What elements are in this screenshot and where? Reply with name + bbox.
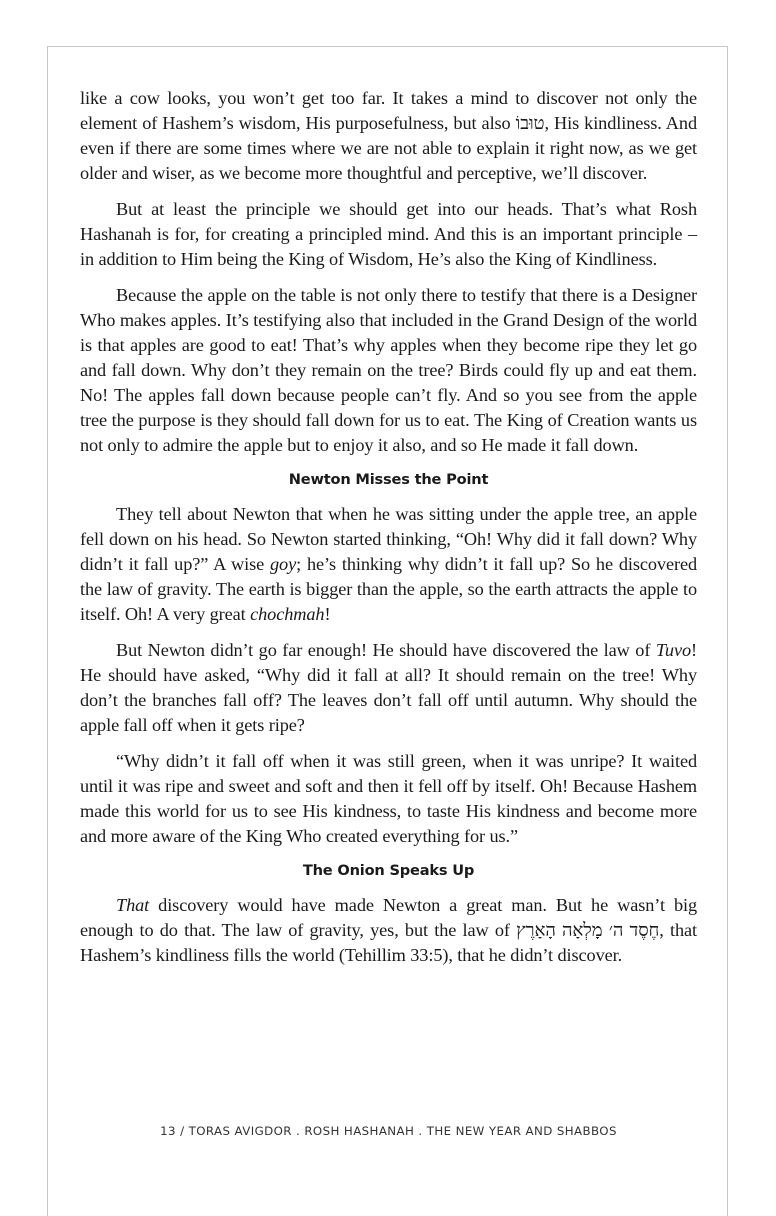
- paragraph-3: Because the apple on the table is not only there to testify that there is a Designer Who makes apples. It’s testifying also that included in the Grand Design of the world is that apples are good to eat! That’s why apples when they become ripe they let go and fall down. Why don’t they remain on the tree? Birds could fly up and eat them. No! The apples fall down because people can’t fly. And so you see from the apple tree the purpose is they should fall down for us to eat. The King of Creation wants us not only to admire the apple but to enjoy it also, and so He made it fall down.: [80, 284, 697, 456]
- paragraph-2: But at least the principle we should get into our heads. That’s what Rosh Hashanah is for, for creating a principled mind. And this is an important principle – in addition to Him being the King of Wisdom, He’s also the King of Kindliness.: [80, 198, 697, 270]
- paragraph-6: “Why didn’t it fall off when it was still green, when it was unripe? It waited until it was ripe and sweet and soft and then it fell off by itself. Oh! Because Hashem made this world for us to see His kindness, to taste His kindness and become more and more aware of the King Who created everything for us.”: [80, 750, 697, 846]
- italic-chochmah: chochmah: [250, 604, 325, 625]
- italic-goy: goy: [270, 554, 297, 574]
- paragraph-5: But Newton didn’t go far enough! He should have discovered the law of Tuvo! He should have asked, “Why did it fall at all? It should remain on the tree! Why don’t the branches fall off? The leaves don’t fall off until autumn. Why should the apple fall off when it gets ripe?: [80, 639, 697, 736]
- paragraph-1: like a cow looks, you won’t get too far. It takes a mind to discover not only the element of Hashem’s wisdom, His purposefulness, but also טוּבוֹ, His kindliness. And even if there are some times where we are not able to explain it right now, as we get older and wiser, as we become more thoughtful and perceptive, we’ll discover.: [80, 88, 697, 184]
- italic-tuvo: Tuvo: [655, 639, 691, 660]
- section-heading-newton: Newton Misses the Point: [288, 471, 489, 489]
- italic-that: That: [116, 894, 150, 915]
- hebrew-verse: חֶסֶד ה׳ מָלְאָה הָאָרֶץ: [516, 919, 660, 940]
- section-heading-onion: The Onion Speaks Up: [302, 862, 475, 880]
- hebrew-word: טוּבוֹ: [515, 113, 545, 134]
- page-footer: 13 / TORAS AVIGDOR . ROSH HASHANAH . THE NEW YEAR AND SHABBOS: [160, 1124, 617, 1138]
- paragraph-4: They tell about Newton that when he was sitting under the apple tree, an apple fell down on his head. So Newton started thinking, “Oh! Why did it fall down? Why didn’t it fall up?” A wise goy; he’s thinking why didn’t it fall up? So he discovered the law of gravity. The earth is bigger than the apple, so the earth attracts the apple to itself. Oh! A very great chochmah!: [80, 503, 697, 625]
- paragraph-7: That discovery would have made Newton a great man. But he wasn’t big enough to do that. The law of gravity, yes, but the law of חֶסֶד ה׳ מָלְאָה הָאָרֶץ, that Hashem’s kindliness fills the world (Tehillim 33:5), that he didn’t discover.: [80, 894, 697, 965]
- body-text: [80, 86, 697, 978]
